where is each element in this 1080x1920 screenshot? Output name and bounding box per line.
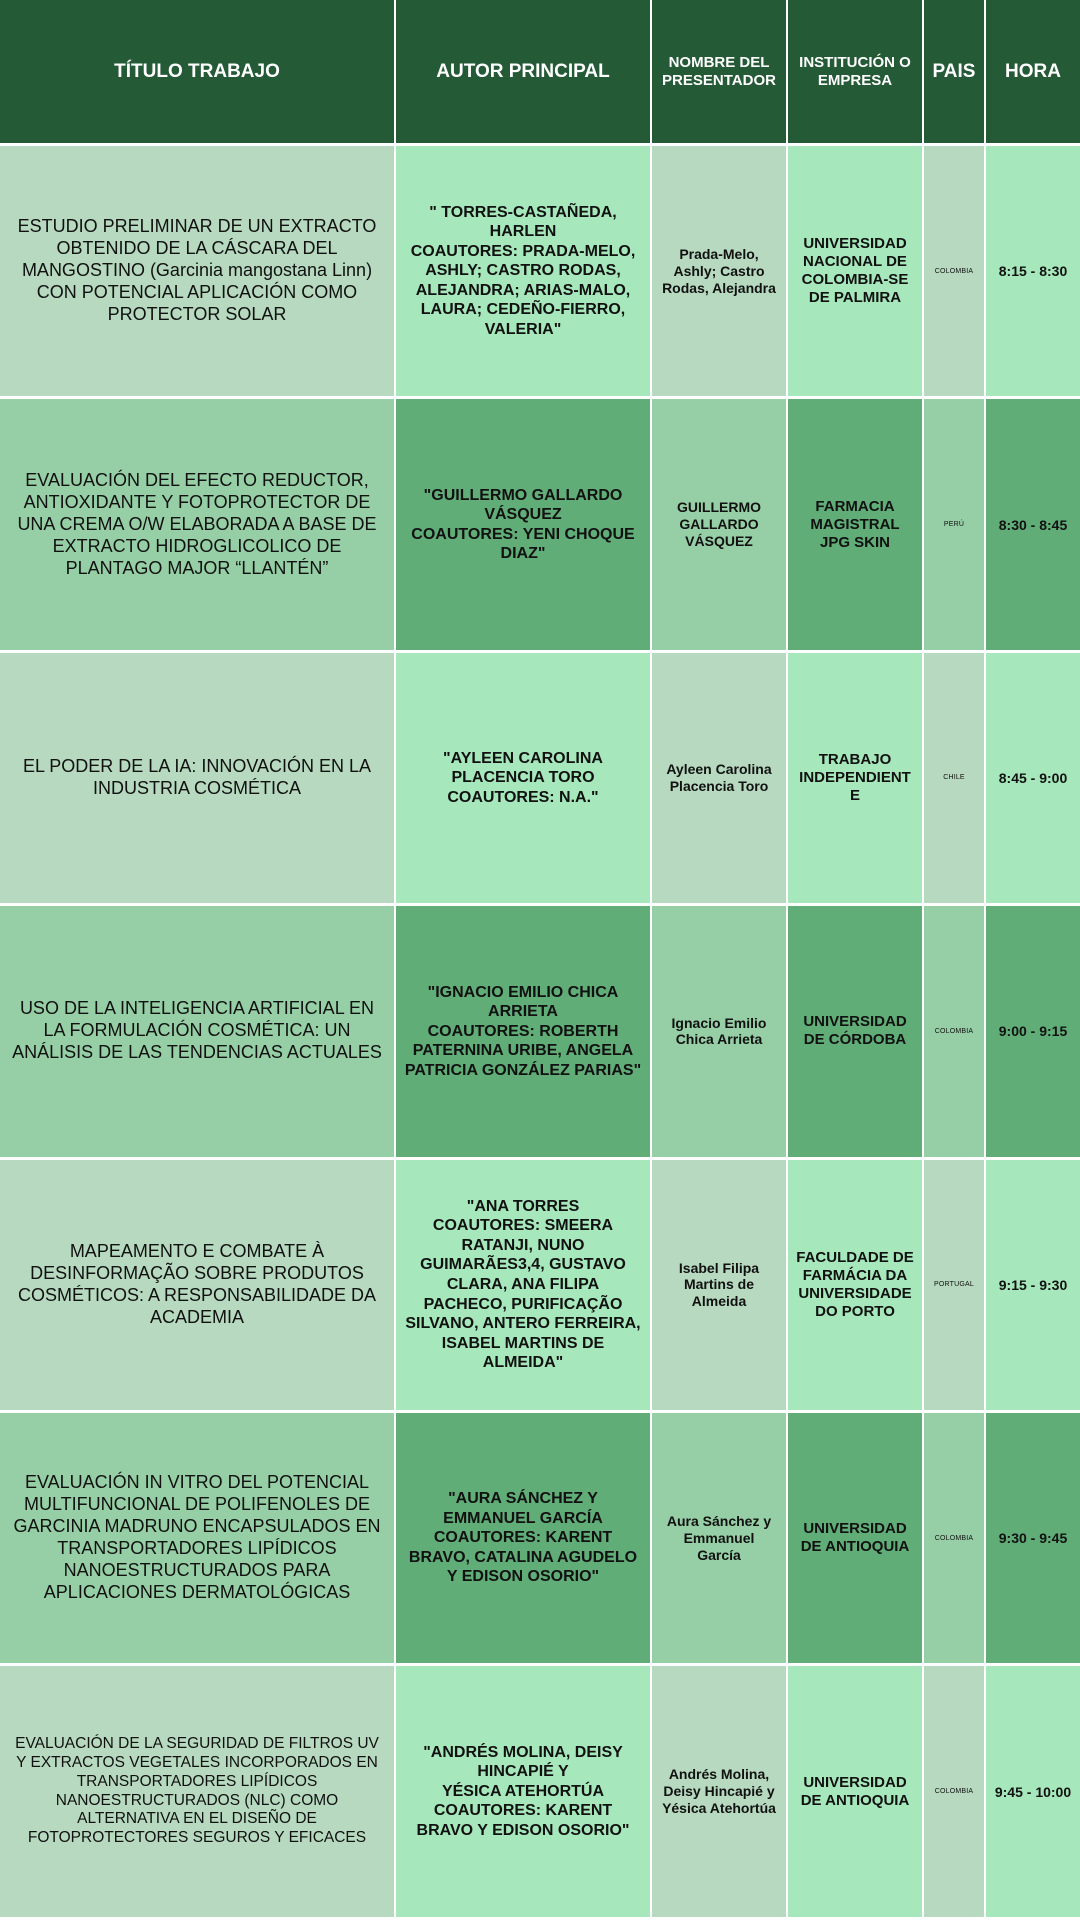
row-5-presenter: Isabel Filipa Martins de Almeida xyxy=(652,1160,788,1413)
row-6-hour: 9:30 - 9:45 xyxy=(986,1413,1080,1666)
row-4-country: COLOMBIA xyxy=(924,906,986,1159)
row-7-author: "ANDRÉS MOLINA, DEISY HINCAPIÉ Y YÉSICA ATEHORTÚA COAUTORES: KARENT BRAVO Y EDISON OSORIO" xyxy=(396,1666,652,1919)
row-1-institution: UNIVERSIDAD NACIONAL DE COLOMBIA-SE DE PALMIRA xyxy=(788,146,924,399)
row-1-title: ESTUDIO PRELIMINAR DE UN EXTRACTO OBTENIDO DE LA CÁSCARA DEL MANGOSTINO (Garcinia mangostana Linn) CON POTENCIAL APLICACIÓN COMO PROTECTOR SOLAR xyxy=(0,146,396,399)
row-4-title: USO DE LA INTELIGENCIA ARTIFICIAL EN LA FORMULACIÓN COSMÉTICA: UN ANÁLISIS DE LAS TENDENCIAS ACTUALES xyxy=(0,906,396,1159)
row-6-institution: UNIVERSIDAD DE ANTIOQUIA xyxy=(788,1413,924,1666)
row-3-institution: TRABAJO INDEPENDIENT E xyxy=(788,653,924,906)
row-5-country: PORTUGAL xyxy=(924,1160,986,1413)
row-6-country: COLOMBIA xyxy=(924,1413,986,1666)
row-1-hour: 8:15 - 8:30 xyxy=(986,146,1080,399)
row-6-presenter: Aura Sánchez y Emmanuel García xyxy=(652,1413,788,1666)
row-4-author: "IGNACIO EMILIO CHICA ARRIETA COAUTORES: ROBERTH PATERNINA URIBE, ANGELA PATRICIA GONZÁLEZ PARIAS" xyxy=(396,906,652,1159)
row-3-presenter: Ayleen Carolina Placencia Toro xyxy=(652,653,788,906)
row-3-country: CHILE xyxy=(924,653,986,906)
row-5-hour: 9:15 - 9:30 xyxy=(986,1160,1080,1413)
row-1-presenter: Prada-Melo, Ashly; Castro Rodas, Alejandra xyxy=(652,146,788,399)
row-2-country: PERÚ xyxy=(924,399,986,652)
row-4-institution: UNIVERSIDAD DE CÓRDOBA xyxy=(788,906,924,1159)
row-5-title: MAPEAMENTO E COMBATE À DESINFORMAÇÃO SOBRE PRODUTOS COSMÉTICOS: A RESPONSABILIDADE DA ACADEMIA xyxy=(0,1160,396,1413)
row-1-author: " TORRES-CASTAÑEDA, HARLEN COAUTORES: PRADA-MELO, ASHLY; CASTRO RODAS, ALEJANDRA; ARIAS-MALO, LAURA; CEDEÑO-FIERRO, VALERIA" xyxy=(396,146,652,399)
header-presenter: NOMBRE DEL PRESENTADOR xyxy=(652,0,788,146)
header-country: PAIS xyxy=(924,0,986,146)
row-7-hour: 9:45 - 10:00 xyxy=(986,1666,1080,1919)
row-7-country: COLOMBIA xyxy=(924,1666,986,1919)
row-6-title: EVALUACIÓN IN VITRO DEL POTENCIAL MULTIFUNCIONAL DE POLIFENOLES DE GARCINIA MADRUNO ENCAPSULADOS EN TRANSPORTADORES LIPÍDICOS NANOESTRUCTURADOS PARA APLICACIONES DERMATOLÓGICAS xyxy=(0,1413,396,1666)
row-5-author: "ANA TORRES COAUTORES: SMEERA RATANJI, NUNO GUIMARÃES3,4, GUSTAVO CLARA, ANA FILIPA PACHECO, PURIFICAÇÃO SILVANO, ANTERO FERREIRA, ISABEL MARTINS DE ALMEIDA" xyxy=(396,1160,652,1413)
row-2-institution: FARMACIA MAGISTRAL JPG SKIN xyxy=(788,399,924,652)
row-5-institution: FACULDADE DE FARMÁCIA DA UNIVERSIDADE DO PORTO xyxy=(788,1160,924,1413)
row-6-author: "AURA SÁNCHEZ Y EMMANUEL GARCÍA COAUTORES: KARENT BRAVO, CATALINA AGUDELO Y EDISON OSORIO" xyxy=(396,1413,652,1666)
row-2-hour: 8:30 - 8:45 xyxy=(986,399,1080,652)
row-4-presenter: Ignacio Emilio Chica Arrieta xyxy=(652,906,788,1159)
header-title: TÍTULO TRABAJO xyxy=(0,0,396,146)
row-2-title: EVALUACIÓN DEL EFECTO REDUCTOR, ANTIOXIDANTE Y FOTOPROTECTOR DE UNA CREMA O/W ELABORADA A BASE DE EXTRACTO HIDROGLICOLICO DE PLANTAGO MAJOR “LLANTÉN” xyxy=(0,399,396,652)
row-7-institution: UNIVERSIDAD DE ANTIOQUIA xyxy=(788,1666,924,1919)
row-2-presenter: GUILLERMO GALLARDO VÁSQUEZ xyxy=(652,399,788,652)
header-institution: INSTITUCIÓN O EMPRESA xyxy=(788,0,924,146)
row-3-title: EL PODER DE LA IA: INNOVACIÓN EN LA INDUSTRIA COSMÉTICA xyxy=(0,653,396,906)
row-4-hour: 9:00 - 9:15 xyxy=(986,906,1080,1159)
row-3-hour: 8:45 - 9:00 xyxy=(986,653,1080,906)
header-author: AUTOR PRINCIPAL xyxy=(396,0,652,146)
row-2-author: "GUILLERMO GALLARDO VÁSQUEZ COAUTORES: YENI CHOQUE DIAZ" xyxy=(396,399,652,652)
header-hour: HORA xyxy=(986,0,1080,146)
row-7-presenter: Andrés Molina, Deisy Hincapié y Yésica Atehortúa xyxy=(652,1666,788,1919)
row-3-author: "AYLEEN CAROLINA PLACENCIA TORO COAUTORES: N.A." xyxy=(396,653,652,906)
row-7-title: EVALUACIÓN DE LA SEGURIDAD DE FILTROS UV Y EXTRACTOS VEGETALES INCORPORADOS EN TRANSPORTADORES LIPÍDICOS NANOESTRUCTURADOS (NLC) COMO ALTERNATIVA EN EL DISEÑO DE FOTOPROTECTORES SEGUROS Y EFICACES xyxy=(0,1666,396,1919)
row-1-country: COLOMBIA xyxy=(924,146,986,399)
